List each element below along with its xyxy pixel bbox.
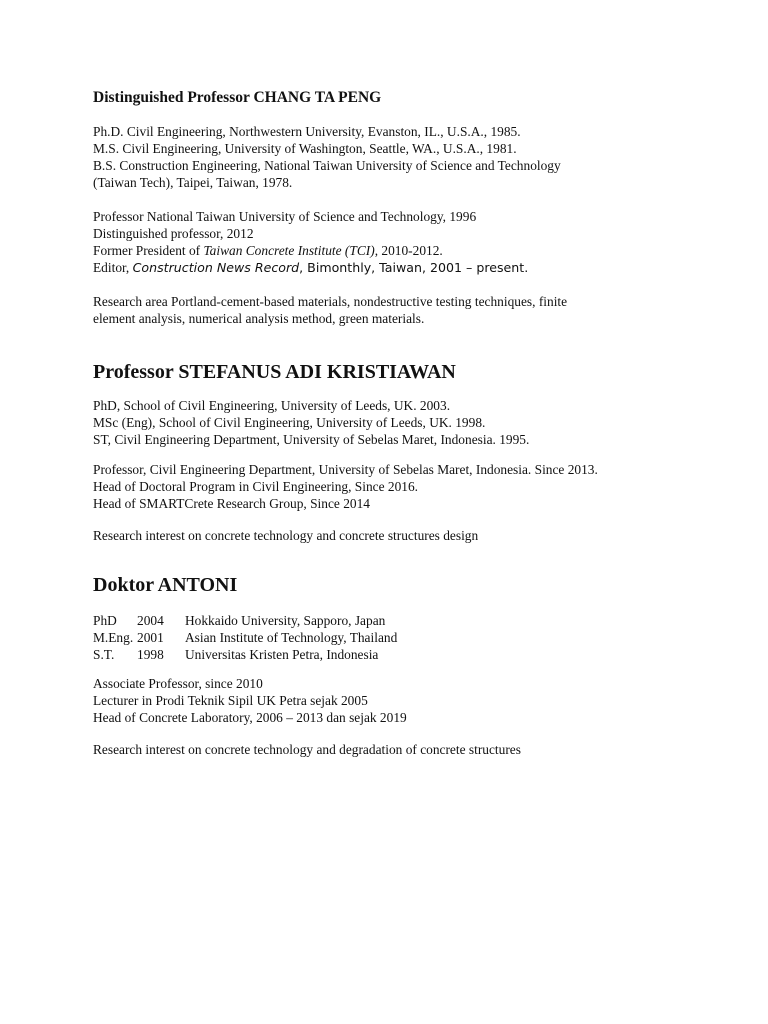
research-line: element analysis, numerical analysis method, green materials. <box>93 311 425 326</box>
degree-type: PhD <box>93 613 117 628</box>
degree-line: M.S. Civil Engineering, University of Washington, Seattle, WA., U.S.A., 1981. <box>93 141 517 156</box>
journal-name: Construction News Record <box>132 260 300 275</box>
organization-name: Taiwan Concrete Institute (TCI) <box>203 243 375 258</box>
degree-line: Ph.D. Civil Engineering, Northwestern University, Evanston, IL., U.S.A., 1985. <box>93 124 521 139</box>
position-line: Lecturer in Prodi Teknik Sipil UK Petra sejak 2005 <box>93 693 368 708</box>
degree-institution: Asian Institute of Technology, Thailand <box>185 630 398 645</box>
degree-year: 2004 <box>137 613 164 628</box>
degree-institution: Universitas Kristen Petra, Indonesia <box>185 647 379 662</box>
degree-row <box>93 612 385 629</box>
degree-type: S.T. <box>93 647 115 662</box>
position-line: Professor, Civil Engineering Department, University of Sebelas Maret, Indonesia. Since 2013. <box>93 462 598 477</box>
degree-type: M.Eng. <box>93 630 134 645</box>
president-suffix: , 2010-2012. <box>374 243 443 258</box>
president-line <box>93 242 443 259</box>
profile-name-antoni: Doktor ANTONI <box>93 574 238 596</box>
degree-line: ST, Civil Engineering Department, University of Sebelas Maret, Indonesia. 1995. <box>93 432 530 447</box>
editor-line <box>93 259 528 276</box>
position-line: Associate Professor, since 2010 <box>93 676 263 691</box>
position-line: Distinguished professor, 2012 <box>93 226 254 241</box>
position-line: Head of Doctoral Program in Civil Engineering, Since 2016. <box>93 479 419 494</box>
degree-year: 2001 <box>137 630 164 645</box>
editor-suffix: , Bimonthly, Taiwan, 2001 – present. <box>299 260 529 275</box>
degree-line: (Taiwan Tech), Taipei, Taiwan, 1978. <box>93 175 293 190</box>
position-line: Head of SMARTCrete Research Group, Since 2014 <box>93 496 370 511</box>
research-line: Research interest on concrete technology and degradation of concrete structures <box>93 742 521 757</box>
degree-line: MSc (Eng), School of Civil Engineering, University of Leeds, UK. 1998. <box>93 415 486 430</box>
profile-name-kristiawan: Professor STEFANUS ADI KRISTIAWAN <box>93 361 456 383</box>
degree-line: PhD, School of Civil Engineering, University of Leeds, UK. 2003. <box>93 398 451 413</box>
research-line: Research area Portland-cement-based materials, nondestructive testing techniques, finite <box>93 294 568 309</box>
degree-line: B.S. Construction Engineering, National Taiwan University of Science and Technology <box>93 158 561 173</box>
degree-row <box>93 646 378 663</box>
position-line: Head of Concrete Laboratory, 2006 – 2013 dan sejak 2019 <box>93 710 407 725</box>
degree-row <box>93 629 397 646</box>
president-prefix: Former President of <box>93 243 204 258</box>
degree-year: 1998 <box>137 647 164 662</box>
research-line: Research interest on concrete technology and concrete structures design <box>93 528 479 543</box>
position-line: Professor National Taiwan University of Science and Technology, 1996 <box>93 209 477 224</box>
degree-institution: Hokkaido University, Sapporo, Japan <box>185 613 386 628</box>
profile-name-chang: Distinguished Professor CHANG TA PENG <box>93 89 382 106</box>
editor-prefix: Editor, <box>93 260 133 275</box>
